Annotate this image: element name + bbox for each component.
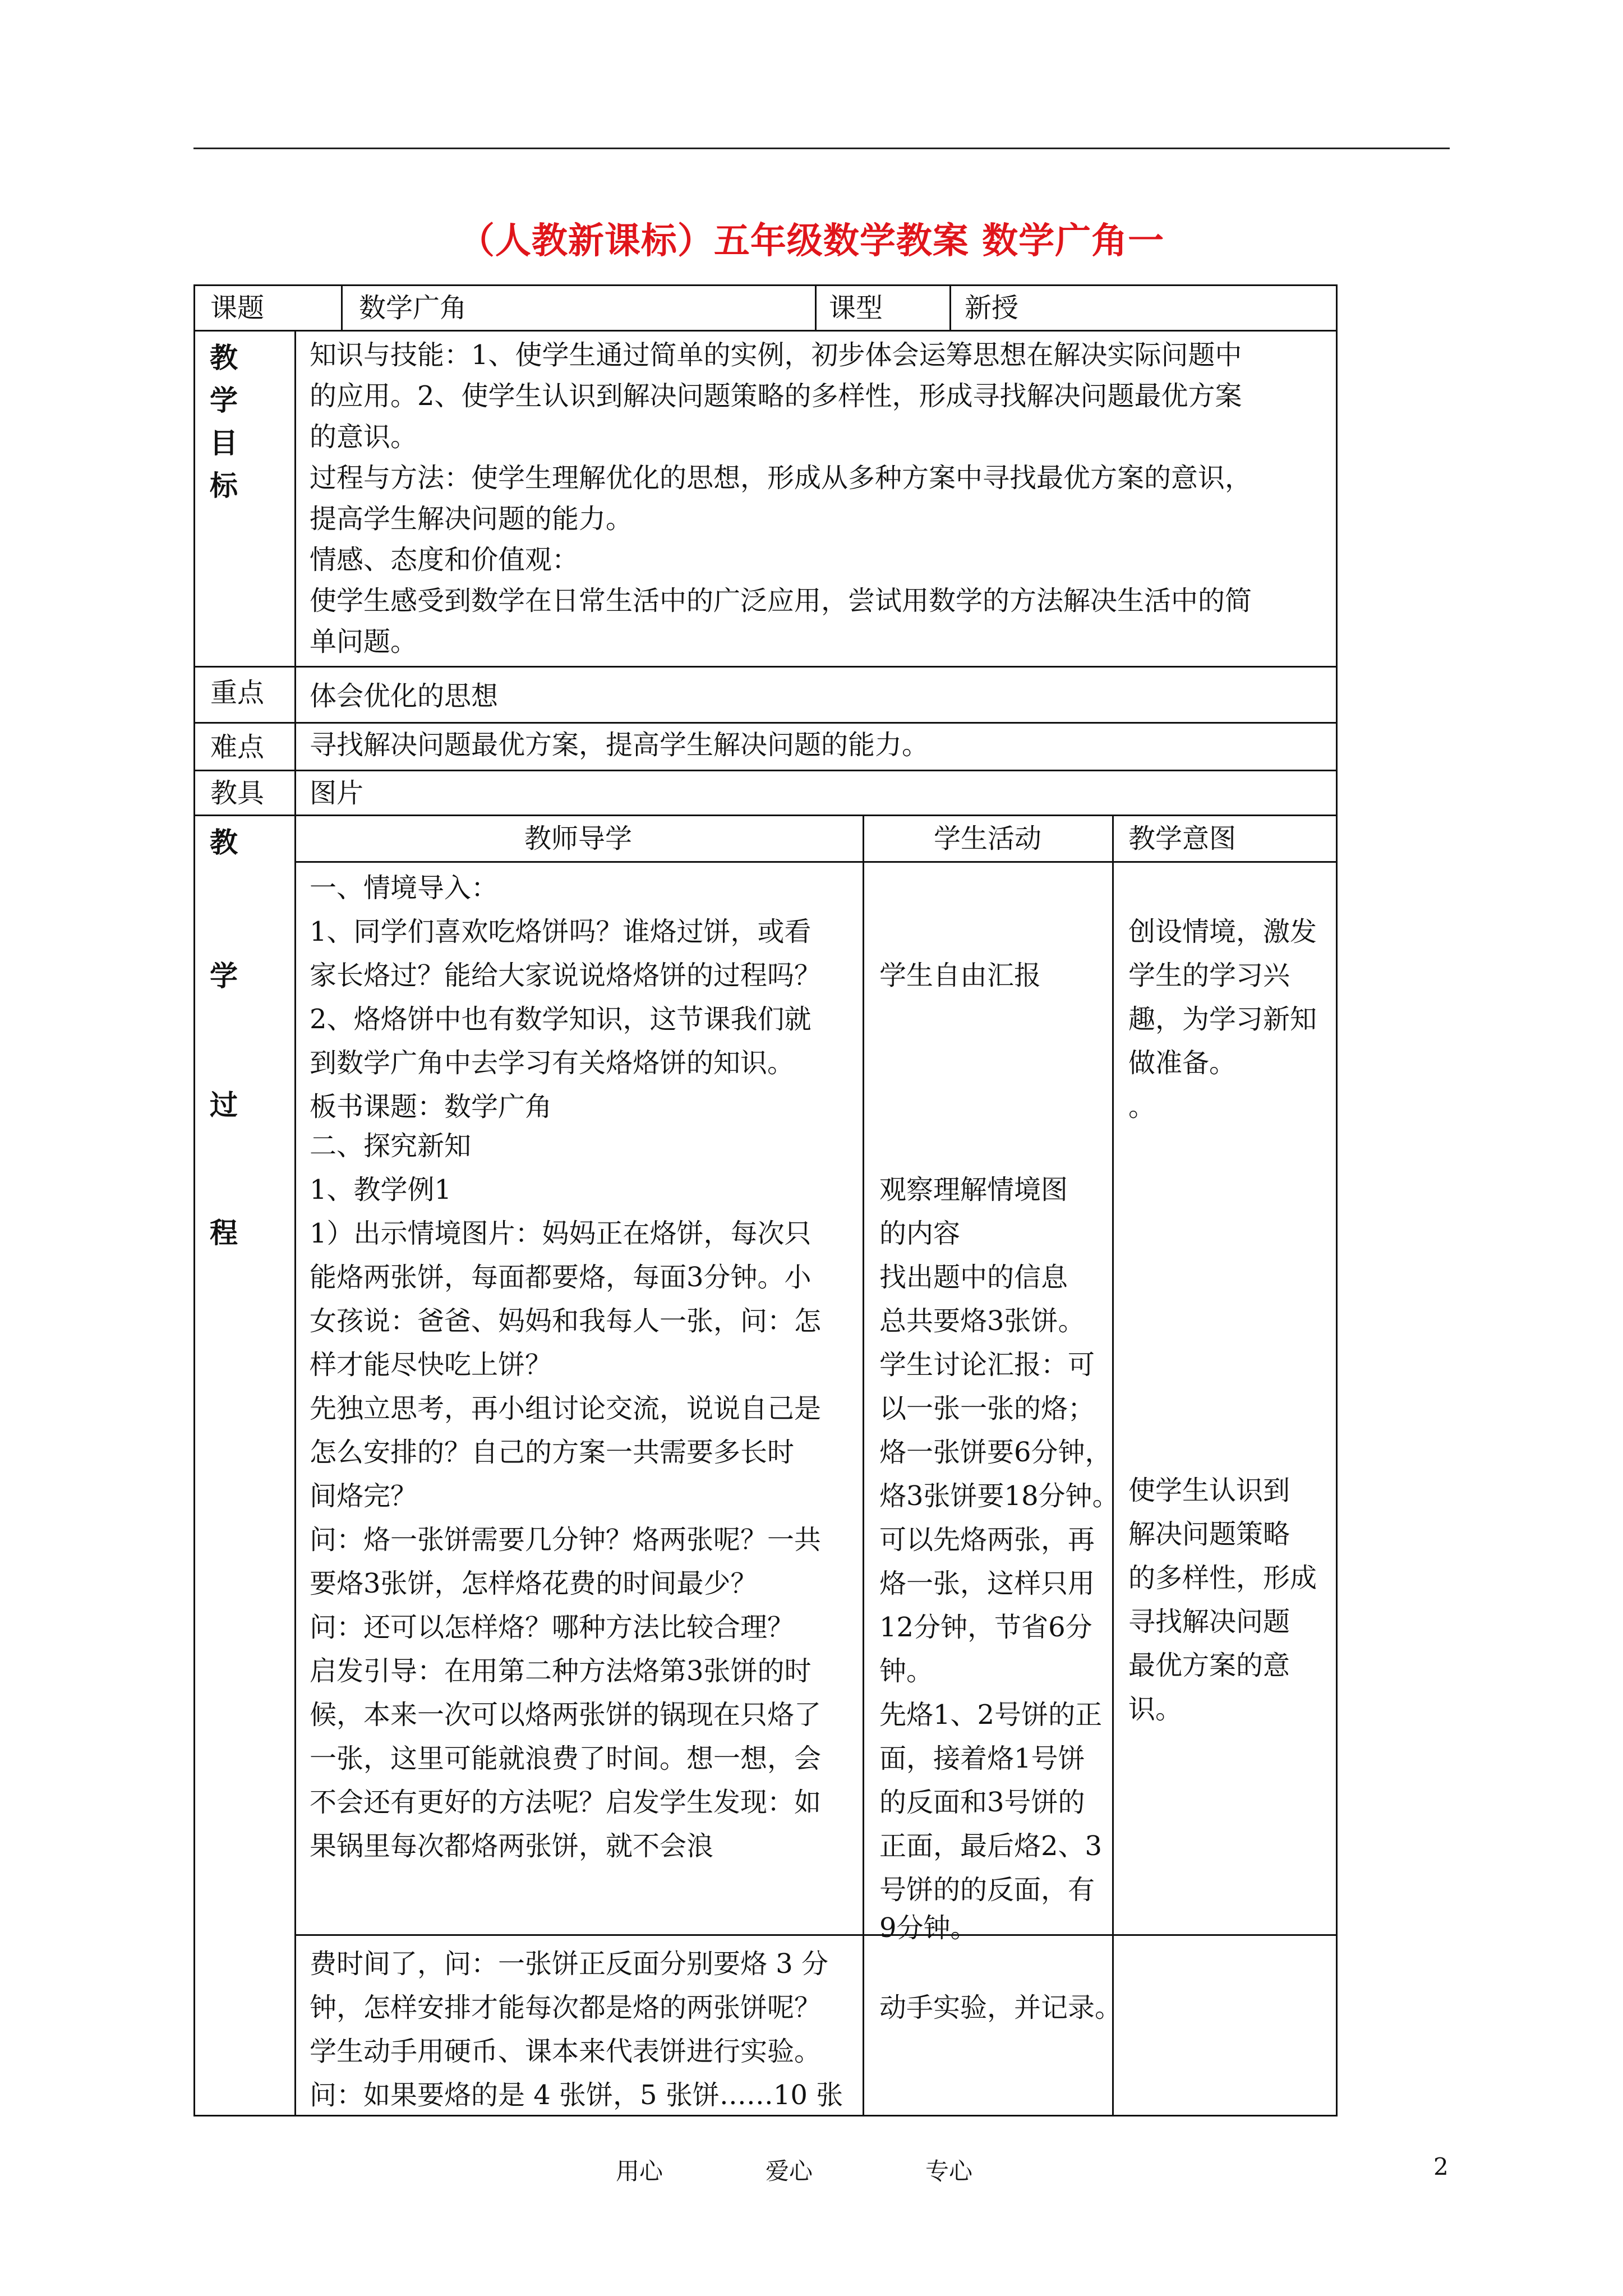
teacher-line: 钟，怎样安排才能每次都是烙的两张饼呢？	[310, 1992, 822, 2023]
student-line: 12分钟，节省6分	[879, 1612, 1092, 1643]
objectives-label-char: 学	[210, 384, 238, 417]
objectives-label-char: 标	[210, 469, 238, 502]
student-line: 学生讨论汇报：可	[879, 1349, 1095, 1381]
teacher-line: 1）出示情境图片：妈妈正在烙饼，每次只	[310, 1218, 811, 1249]
objectives-line: 提高学生解决问题的能力。	[310, 503, 633, 535]
teacher-line: 先独立思考，再小组讨论交流，说说自己是	[310, 1393, 822, 1424]
continuation-student-line: 动手实验，并记录。	[879, 1992, 1122, 2023]
process-label-char: 过	[210, 1088, 238, 1121]
teacher-line: 学生动手用硬币、课本来代表饼进行实验。	[310, 2036, 822, 2067]
footer-right: 专心	[925, 2157, 973, 2185]
intent-line: 识。	[1128, 1694, 1183, 1725]
teacher-line: 能烙两张饼，每面都要烙，每面3分钟。小	[310, 1262, 811, 1293]
teacher-line: 问：还可以怎样烙？哪种方法比较合理？	[310, 1612, 795, 1643]
teacher-line: 1、教学例1	[310, 1174, 452, 1205]
footer-middle: 爱心	[766, 2157, 813, 2185]
student-line: 烙一张饼要6分钟，	[879, 1437, 1112, 1468]
teacher-line: 启发引导：在用第二种方法烙第3张饼的时	[310, 1655, 811, 1687]
teacher-line: 到数学广角中去学习有关烙烙饼的知识。	[310, 1047, 795, 1079]
process-label-char: 学	[210, 959, 238, 992]
objectives-line: 的意识。	[310, 421, 418, 453]
difficulty-label: 难点	[210, 731, 265, 763]
intent-line: 创设情境，激发	[1128, 916, 1317, 947]
student-line: 9分钟。	[879, 1912, 978, 1944]
objectives-line: 知识与技能：1、使学生通过简单的实例，初步体会运筹思想在解决实际问题中	[310, 339, 1242, 371]
objectives-label-char: 教	[210, 341, 238, 374]
teacher-line: 家长烙过？能给大家说说烙烙饼的过程吗？	[310, 960, 822, 991]
intent-line: 趣，为学习新知	[1128, 1004, 1317, 1035]
objectives-line: 的应用。2、使学生认识到解决问题策略的多样性，形成寻找解决问题最优方案	[310, 380, 1242, 412]
teacher-line: 1、同学们喜欢吃烙饼吗？谁烙过饼，或看	[310, 916, 811, 947]
intent-line: 解决问题策略	[1128, 1519, 1290, 1550]
teacher-line: 二、探究新知	[310, 1130, 472, 1162]
objectives-label-char: 目	[210, 426, 238, 459]
teacher-line: 一、情境导入：	[310, 872, 499, 904]
student-line: 的内容	[879, 1218, 961, 1249]
student-line: 正面，最后烙2、3	[879, 1830, 1103, 1862]
objectives-line: 使学生感受到数学在日常生活中的广泛应用，尝试用数学的方法解决生活中的简	[310, 585, 1252, 616]
student-line: 面，接着烙1号饼	[879, 1743, 1085, 1774]
header-teacher: 教师导学	[524, 823, 633, 854]
topic-value: 数学广角	[359, 292, 467, 324]
intent-line: 做准备。	[1128, 1047, 1237, 1079]
teacher-line: 要烙3张饼，怎样烙花费的时间最少？	[310, 1568, 758, 1599]
teacher-line: 果锅里每次都烙两张饼，就不会浪	[310, 1830, 714, 1862]
objectives-line: 过程与方法：使学生理解优化的思想，形成从多种方案中寻找最优方案的意识，	[310, 462, 1252, 494]
objectives-line: 单问题。	[310, 626, 418, 657]
student-line: 先烙1、2号饼的正	[879, 1699, 1103, 1731]
header-rule	[193, 148, 1450, 149]
teaching-aids-value: 图片	[310, 777, 364, 809]
header-student: 学生活动	[934, 823, 1042, 854]
teacher-line: 样才能尽快吃上饼？	[310, 1349, 552, 1381]
teacher-line: 费时间了，问：一张饼正反面分别要烙 3 分	[310, 1948, 829, 1980]
type-value: 新授	[965, 292, 1019, 324]
teacher-line: 间烙完？	[310, 1480, 418, 1512]
intent-line: 寻找解决问题	[1128, 1606, 1290, 1637]
topic-label: 课题	[210, 292, 265, 324]
intent-line: 的多样性，形成	[1128, 1562, 1317, 1594]
key-point-label: 重点	[210, 677, 265, 708]
header-intent: 教学意图	[1128, 823, 1237, 854]
student-line: 总共要烙3张饼。	[879, 1305, 1085, 1337]
type-label: 课型	[829, 292, 883, 324]
student-line: 可以先烙两张，再	[879, 1524, 1095, 1556]
document-title: （人教新课标）五年级数学教案 数学广角一	[458, 220, 1165, 262]
page-number: 2	[1433, 2153, 1449, 2180]
objectives-line: 情感、态度和价值观：	[310, 544, 579, 576]
intent-line: 学生的学习兴	[1128, 960, 1290, 991]
teacher-line: 问：烙一张饼需要几分钟？烙两张呢？一共	[310, 1524, 822, 1556]
student-line: 烙一张，这样只用	[879, 1568, 1095, 1599]
student-line: 观察理解情境图	[879, 1174, 1068, 1205]
student-line: 钟。	[879, 1655, 934, 1687]
student-line: 的反面和3号饼的	[879, 1787, 1085, 1818]
teaching-aids-label: 教具	[210, 777, 265, 809]
teacher-line: 怎么安排的？自己的方案一共需要多长时	[310, 1437, 795, 1468]
process-label-char: 教	[210, 826, 238, 859]
intent-line: 使学生认识到	[1128, 1475, 1290, 1506]
teacher-line: 女孩说：爸爸、妈妈和我每人一张，问：怎	[310, 1305, 822, 1337]
intent-line: 最优方案的意	[1128, 1650, 1290, 1681]
student-line: 找出题中的信息	[879, 1262, 1068, 1293]
student-line: 烙3张饼要18分钟。	[879, 1480, 1119, 1512]
student-line: 以一张一张的烙；	[879, 1393, 1095, 1424]
teacher-line: 2、烙烙饼中也有数学知识，这节课我们就	[310, 1004, 811, 1035]
student-line: 学生自由汇报	[879, 960, 1041, 991]
teacher-line: 候，本来一次可以烙两张饼的锅现在只烙了	[310, 1699, 822, 1731]
teacher-line: 不会还有更好的方法呢？启发学生发现：如	[310, 1787, 822, 1818]
teacher-line: 一张，这里可能就浪费了时间。想一想，会	[310, 1743, 822, 1774]
intent-line: 。	[1128, 1091, 1156, 1122]
process-label-char: 程	[210, 1216, 238, 1249]
teacher-line: 问：如果要烙的是 4 张饼，5 张饼……10 张	[310, 2079, 843, 2111]
footer-left: 用心	[616, 2157, 663, 2185]
student-line: 号饼的的反面，有	[879, 1874, 1095, 1906]
difficulty-value: 寻找解决问题最优方案，提高学生解决问题的能力。	[310, 729, 929, 761]
key-point-value: 体会优化的思想	[310, 680, 499, 712]
teacher-line: 板书课题：数学广角	[310, 1091, 552, 1122]
